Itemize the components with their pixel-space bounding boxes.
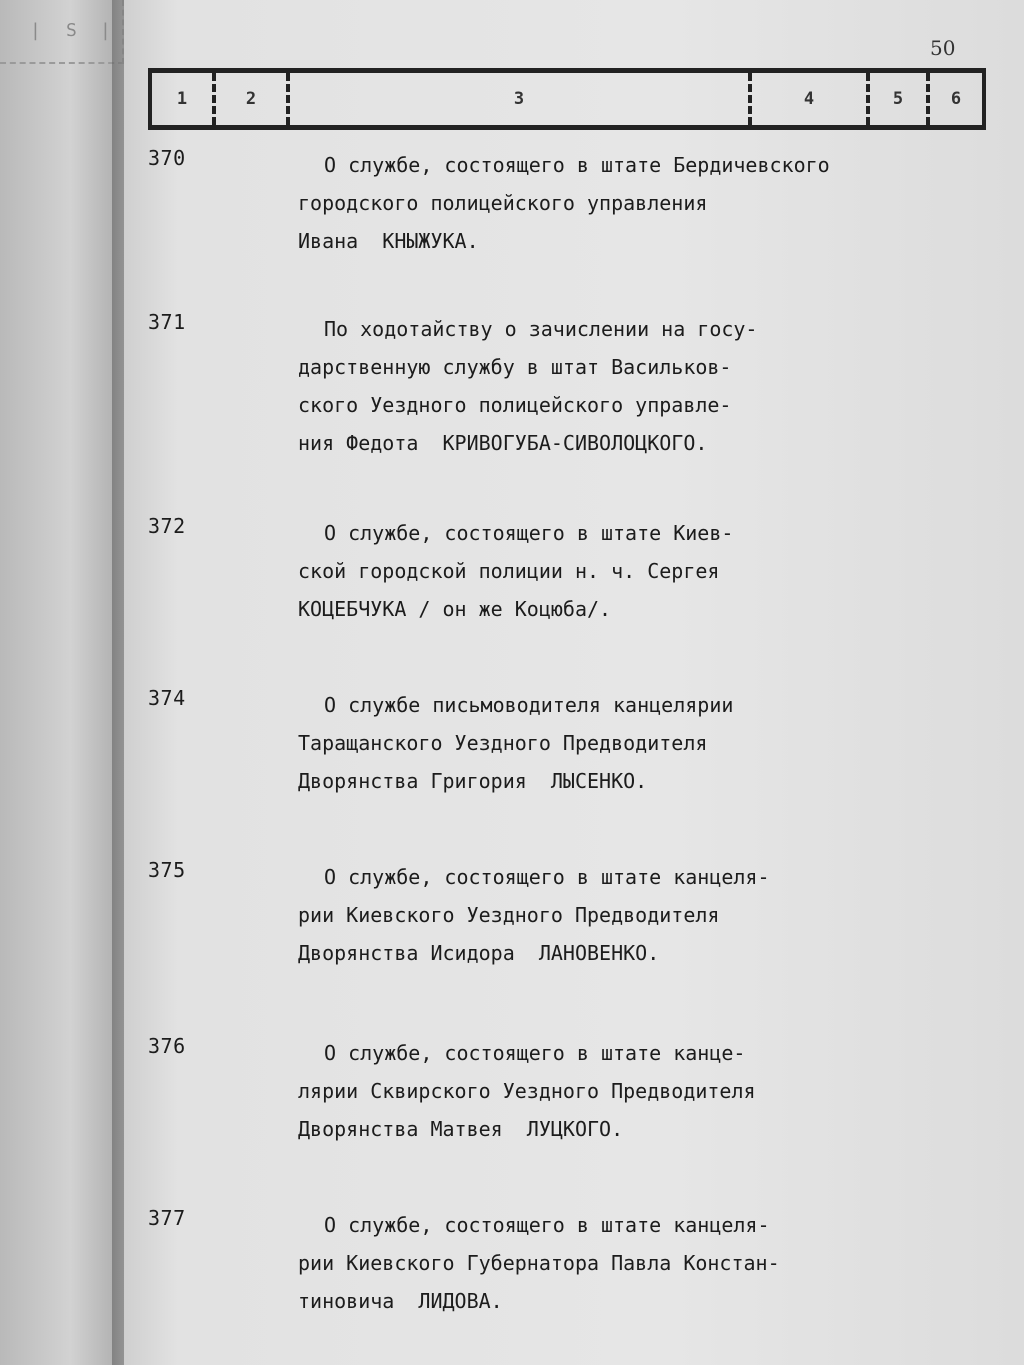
- entry-line: Дворянства Григория ЛЫСЕНКО.: [298, 769, 648, 793]
- entry-line: дарственную службу в штат Васильков-: [298, 355, 732, 379]
- left-page-mark: S: [66, 20, 77, 41]
- left-facing-page: [0, 0, 128, 1365]
- entry-line: лярии Сквирского Уездного Предводителя: [298, 1079, 756, 1103]
- entry-number: 376: [148, 1034, 186, 1058]
- entry-line: О службе, состоящего в штате канцеля-: [324, 865, 770, 889]
- entry-line: ского Уездного полицейского управле-: [298, 393, 732, 417]
- entry-line: ния Федота КРИВОГУБА-СИВОЛОЦКОГО.: [298, 431, 708, 455]
- entry-line: О службе письмоводителя канцелярии: [324, 693, 734, 717]
- entry-line: О службе, состоящего в штате канце-: [324, 1041, 746, 1065]
- entry-line: рии Киевского Губернатора Павла Констан-: [298, 1251, 780, 1275]
- entry-line: О службе, состоящего в штате Бердичевского: [324, 153, 830, 177]
- document-page: [124, 0, 1024, 1365]
- entry-line: По ходотайству о зачислении на госу-: [324, 317, 758, 341]
- entry-text: [298, 1034, 898, 1148]
- header-column-5: 5: [870, 73, 930, 125]
- left-page-header-strip: [0, 0, 124, 64]
- entry-line: О службе, состоящего в штате Киев-: [324, 521, 734, 545]
- entry-number: 374: [148, 686, 186, 710]
- entry-text: [298, 310, 898, 462]
- entry-line: городского полицейского управления: [298, 191, 708, 215]
- entry-line: тиновича ЛИДОВА.: [298, 1289, 503, 1313]
- entry-number: 377: [148, 1206, 186, 1230]
- header-column-3: 3: [290, 73, 752, 125]
- entry-line: Ивана КНЫЖУКА.: [298, 229, 479, 253]
- column-header-table: [148, 68, 986, 130]
- header-column-4: 4: [752, 73, 870, 125]
- header-column-2: 2: [216, 73, 290, 125]
- entry-text: [298, 146, 898, 260]
- entry-number: 371: [148, 310, 186, 334]
- entry-line: рии Киевского Уездного Предводителя: [298, 903, 720, 927]
- entry-text: [298, 514, 898, 628]
- entry-line: Дворянства Исидора ЛАНОВЕНКО.: [298, 941, 660, 965]
- entry-line: КОЦЕБЧУКА / он же Коцюба/.: [298, 597, 612, 621]
- entry-text: [298, 686, 898, 800]
- entry-text: [298, 1206, 898, 1320]
- header-column-6: 6: [950, 89, 962, 109]
- page-number: 50: [930, 36, 956, 60]
- left-page-mark: |: [100, 20, 111, 41]
- entry-line: О службе, состоящего в штате канцеля-: [324, 1213, 770, 1237]
- left-page-mark: |: [30, 20, 41, 41]
- entry-number: 375: [148, 858, 186, 882]
- entry-number: 372: [148, 514, 186, 538]
- header-column-1: 1: [152, 73, 216, 125]
- entry-line: Таращанского Уездного Предводителя: [298, 731, 708, 755]
- entry-line: Дворянства Матвея ЛУЦКОГО.: [298, 1117, 624, 1141]
- entry-line: ской городской полиции н. ч. Сергея: [298, 559, 720, 583]
- entry-text: [298, 858, 898, 972]
- entry-number: 370: [148, 146, 186, 170]
